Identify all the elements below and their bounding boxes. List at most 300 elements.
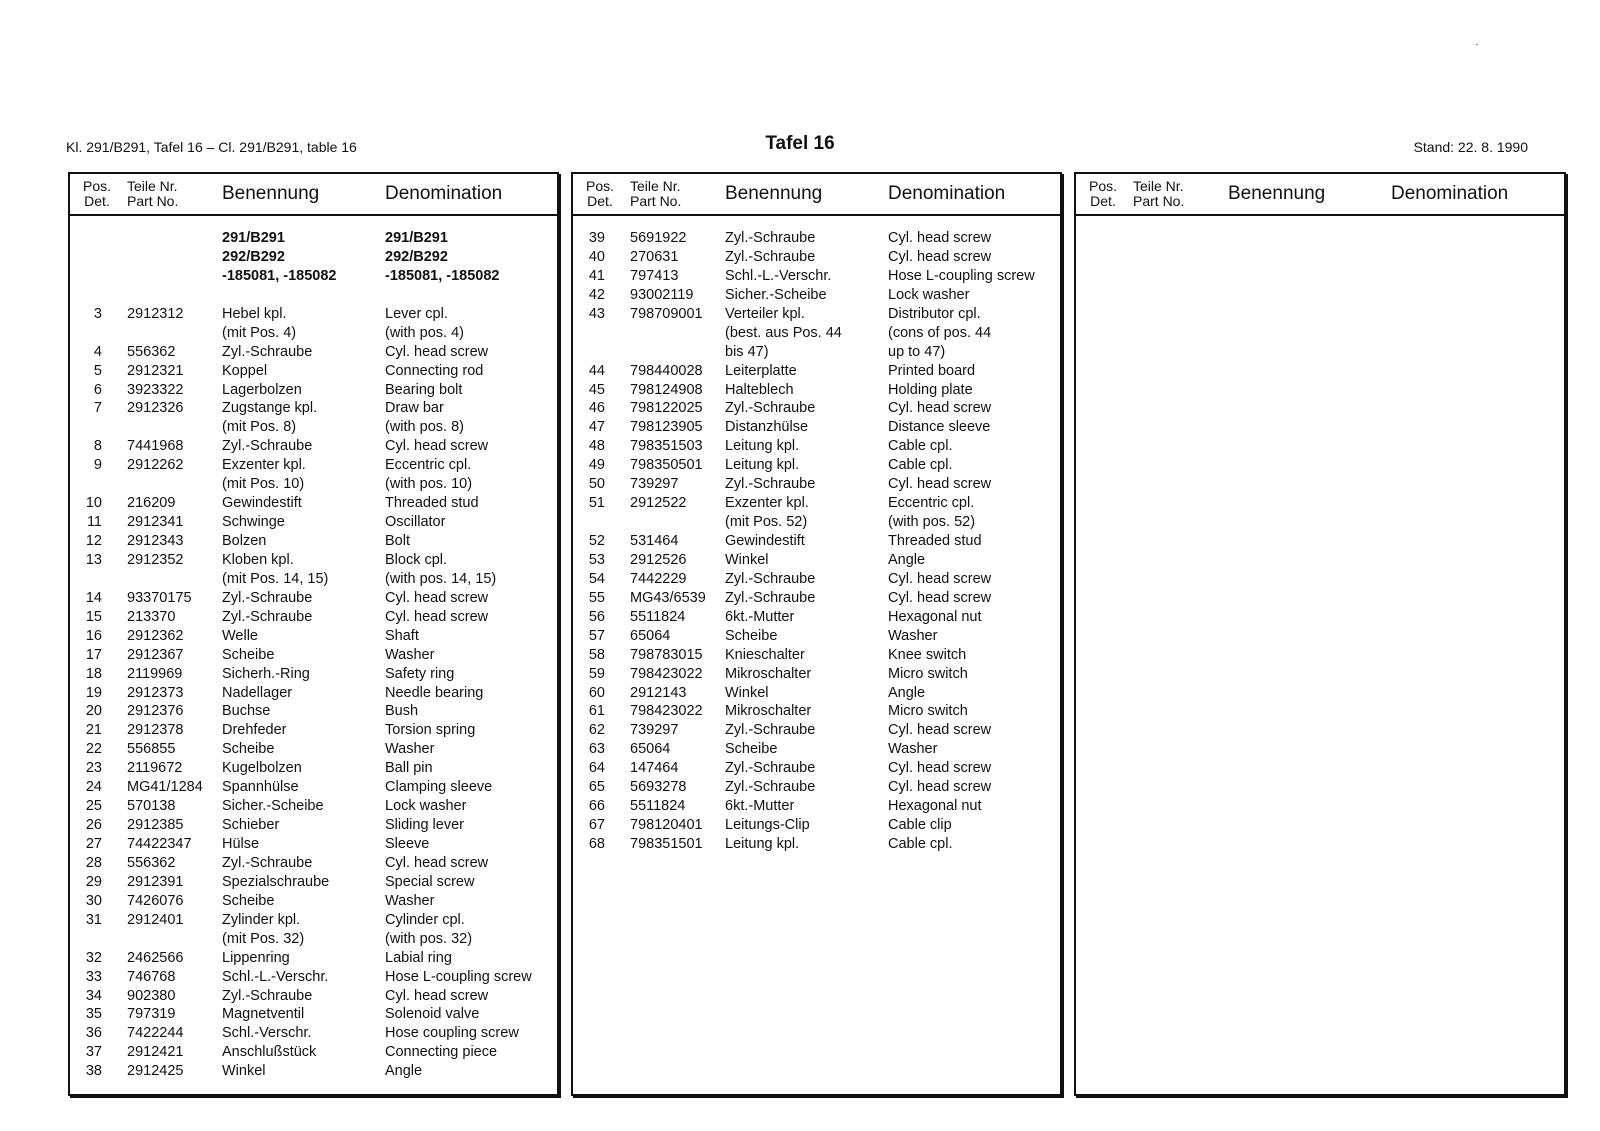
cell-pos: 23 xyxy=(85,760,102,777)
cell-benennung: Lagerbolzen xyxy=(222,381,302,398)
cell-pos: 16 xyxy=(85,627,102,644)
cell-benennung: Spezialschraube xyxy=(222,873,330,890)
table-row xyxy=(573,418,1060,437)
cell-part-no: 798120401 xyxy=(630,817,703,834)
cell-benennung: Gewindestift xyxy=(222,495,302,512)
cell-benennung: Welle xyxy=(222,627,258,644)
cell-benennung: 6kt.-Mutter xyxy=(725,608,795,625)
cell-pos: 55 xyxy=(588,589,605,606)
cell-pos: 20 xyxy=(85,703,102,720)
cell-pos: 49 xyxy=(588,457,605,474)
panel-header xyxy=(573,174,1060,216)
cell-benennung: Kloben kpl. xyxy=(222,551,294,568)
table-row xyxy=(70,816,557,835)
cell-benennung: Scheibe xyxy=(222,741,275,758)
cell-denomination: Cable cpl. xyxy=(888,438,953,455)
cell-part-no: 2119672 xyxy=(127,760,183,777)
cell-benennung: Schl.-L.-Verschr. xyxy=(725,267,832,284)
cell-denomination: Torsion spring xyxy=(385,722,476,739)
cell-pos: 59 xyxy=(588,665,605,682)
cell-denomination: Sleeve xyxy=(385,836,430,852)
cell-benennung: bis 47) xyxy=(725,343,769,360)
cell-denomination: Washer xyxy=(385,646,435,663)
cell-part-no: 2912378 xyxy=(127,722,184,739)
cell-benennung: Zyl.-Schraube xyxy=(222,608,313,625)
table-row xyxy=(573,721,1060,740)
cell-pos: 15 xyxy=(85,608,102,625)
table-row xyxy=(70,778,557,797)
cell-benennung: Schwinge xyxy=(222,514,285,531)
table-row xyxy=(70,305,557,324)
table-row xyxy=(70,399,557,418)
cell-part-no: 7441968 xyxy=(127,438,184,455)
table-row xyxy=(70,968,557,987)
table-row xyxy=(70,456,557,475)
cell-pos: 34 xyxy=(85,987,102,1004)
cell-denomination: Knee switch xyxy=(888,646,967,663)
cell-benennung: Zyl.-Schraube xyxy=(725,589,816,606)
cell-part-no: 7422244 xyxy=(127,1025,184,1042)
table-row xyxy=(573,399,1060,418)
cell-pos: 45 xyxy=(588,381,605,398)
cell-denomination: Eccentric cpl. xyxy=(385,457,472,474)
col-part-header: Teile Nr. Part No. xyxy=(1133,178,1185,209)
table-row xyxy=(573,248,1060,267)
cell-part-no: 2912326 xyxy=(127,400,184,417)
cell-benennung: Mikroschalter xyxy=(725,703,812,720)
col-part-header: Teile Nr. Part No. xyxy=(127,178,179,209)
cell-benennung: Mikroschalter xyxy=(725,665,812,682)
cell-pos: 62 xyxy=(588,722,605,739)
cell-denomination: (with pos. 4) xyxy=(385,324,464,341)
cell-pos: 24 xyxy=(85,779,102,796)
cell-denomination: Labial ring xyxy=(385,949,452,966)
cell-benennung: Anschlußstück xyxy=(222,1044,317,1061)
cell-part-no: 2912312 xyxy=(127,305,184,322)
cell-benennung: Scheibe xyxy=(222,892,275,909)
cell-denomination: Distance sleeve xyxy=(888,419,991,436)
table-row xyxy=(70,1062,557,1081)
table-row xyxy=(573,532,1060,551)
table-row xyxy=(70,911,557,930)
cell-pos: 3 xyxy=(93,305,102,322)
cell-pos: 29 xyxy=(85,873,102,890)
table-row xyxy=(70,854,557,873)
cell-pos: 52 xyxy=(588,533,605,549)
cell-part-no: 798440028 xyxy=(630,362,703,379)
cell-benennung: Zyl.-Schraube xyxy=(222,438,313,455)
table-row xyxy=(70,551,557,570)
table-row xyxy=(70,418,557,437)
cell-denomination: Hexagonal nut xyxy=(888,608,982,625)
panel-header xyxy=(1076,174,1564,216)
cell-benennung: Leitung kpl. xyxy=(725,457,800,474)
cell-pos: 13 xyxy=(85,551,102,568)
table-row xyxy=(573,702,1060,721)
cell-part-no: 739297 xyxy=(630,476,679,493)
table-row xyxy=(573,324,1060,343)
cell-benennung: Winkel xyxy=(725,551,769,568)
cell-pos: 19 xyxy=(85,684,102,701)
cell-benennung: Winkel xyxy=(725,684,769,701)
cell-benennung: (mit Pos. 32) xyxy=(222,930,305,947)
cell-benennung: Koppel xyxy=(222,362,268,379)
cell-part-no: 213370 xyxy=(127,608,176,625)
cell-pos: 36 xyxy=(85,1025,102,1042)
cell-benennung: Zyl.-Schraube xyxy=(725,230,816,246)
cell-part-no: 147464 xyxy=(630,760,679,777)
cell-part-no: 902380 xyxy=(127,987,176,1004)
cell-denomination: Connecting rod xyxy=(385,362,484,379)
cell-pos: 14 xyxy=(85,589,102,606)
table-row xyxy=(573,684,1060,703)
cell-benennung: Lippenring xyxy=(222,949,290,966)
cell-pos: 17 xyxy=(85,646,102,663)
cell-part-no: 2912262 xyxy=(127,457,184,474)
table-row xyxy=(573,362,1060,381)
header-left: Kl. 291/B291, Tafel 16 – Cl. 291/B291, table 16 xyxy=(66,139,357,155)
cell-part-no: 798423022 xyxy=(630,665,703,682)
cell-denomination: Safety ring xyxy=(385,665,455,682)
cell-denomination: Washer xyxy=(385,892,435,909)
cell-pos: 42 xyxy=(588,286,605,303)
cell-pos: 39 xyxy=(588,230,605,246)
cell-benennung: Zyl.-Schraube xyxy=(725,476,816,493)
cell-denomination: up to 47) xyxy=(888,343,946,360)
table-row xyxy=(573,740,1060,759)
panel-body xyxy=(573,229,1060,854)
cell-part-no: 2119969 xyxy=(127,665,183,682)
cell-benennung: Hülse xyxy=(222,836,260,852)
cell-benennung: Winkel xyxy=(222,1063,266,1080)
cell-part-no: 93002119 xyxy=(630,286,694,303)
cell-part-no: 798350501 xyxy=(630,457,703,474)
cell-part-no: 798123905 xyxy=(630,419,703,436)
cell-part-no: 798124908 xyxy=(630,381,703,398)
table-row xyxy=(70,513,557,532)
cell-pos: 66 xyxy=(588,798,605,815)
parts-panel-2 xyxy=(571,172,1062,1096)
cell-benennung: 291/B291 xyxy=(222,230,285,246)
cell-benennung: 292/B292 xyxy=(222,248,285,265)
cell-pos: 63 xyxy=(588,741,605,758)
cell-part-no: 5511824 xyxy=(630,798,686,815)
cell-benennung: Scheibe xyxy=(725,627,778,644)
cell-denomination: Cyl. head screw xyxy=(888,722,992,739)
cell-benennung: Distanzhülse xyxy=(725,419,809,436)
cell-part-no: 798351503 xyxy=(630,438,703,455)
cell-pos: 50 xyxy=(588,476,605,493)
cell-part-no: 5693278 xyxy=(630,779,687,796)
cell-denomination: 291/B291 xyxy=(385,230,448,246)
cell-denomination: Cyl. head screw xyxy=(888,760,992,777)
cell-part-no: 2912367 xyxy=(127,646,184,663)
cell-pos: 54 xyxy=(588,570,605,587)
cell-part-no: 570138 xyxy=(127,798,176,815)
cell-benennung: Schieber xyxy=(222,817,280,834)
cell-pos: 68 xyxy=(588,836,605,852)
col-benennung-header: Benennung xyxy=(222,183,320,204)
parts-panel-3 xyxy=(1074,172,1566,1096)
table-row xyxy=(70,646,557,665)
table-row xyxy=(573,797,1060,816)
cell-denomination: Cylinder cpl. xyxy=(385,911,465,928)
table-row xyxy=(70,684,557,703)
cell-denomination: Distributor cpl. xyxy=(888,305,981,322)
cell-pos: 28 xyxy=(85,854,102,871)
cell-part-no: 7442229 xyxy=(630,570,687,587)
table-row xyxy=(70,1024,557,1043)
cell-part-no: 2912352 xyxy=(127,551,184,568)
table-row xyxy=(70,892,557,911)
cell-pos: 47 xyxy=(588,419,605,436)
cell-denomination: Angle xyxy=(385,1063,423,1080)
cell-denomination: Connecting piece xyxy=(385,1044,498,1061)
cell-benennung: Zyl.-Schraube xyxy=(222,343,313,360)
table-row xyxy=(573,456,1060,475)
cell-benennung: Zyl.-Schraube xyxy=(725,248,816,265)
table-row xyxy=(70,362,557,381)
cell-denomination: Cyl. head screw xyxy=(888,476,992,493)
cell-part-no: 2912373 xyxy=(127,684,184,701)
cell-pos: 43 xyxy=(588,305,605,322)
cell-benennung: Bolzen xyxy=(222,533,267,549)
cell-benennung: Drehfeder xyxy=(222,722,287,739)
table-row xyxy=(70,608,557,627)
cell-denomination: Cyl. head screw xyxy=(888,779,992,796)
table-row xyxy=(70,248,557,267)
cell-benennung: Spannhülse xyxy=(222,779,299,796)
cell-denomination: Cyl. head screw xyxy=(888,248,992,265)
cell-denomination: Cyl. head screw xyxy=(385,343,489,360)
table-row xyxy=(573,665,1060,684)
cell-pos: 10 xyxy=(85,495,102,512)
cell-part-no: 216209 xyxy=(127,495,176,512)
panel-body xyxy=(70,229,557,1081)
cell-denomination: Cyl. head screw xyxy=(385,438,489,455)
cell-part-no: 531464 xyxy=(630,533,679,549)
cell-denomination: Hose L-coupling screw xyxy=(385,968,532,985)
cell-denomination: Special screw xyxy=(385,873,475,890)
cell-pos: 41 xyxy=(588,267,605,284)
cell-part-no: 2462566 xyxy=(127,949,184,966)
cell-pos: 61 xyxy=(588,703,605,720)
cell-part-no: 2912143 xyxy=(630,684,687,701)
cell-pos: 30 xyxy=(85,892,102,909)
table-row xyxy=(573,759,1060,778)
cell-benennung: Zyl.-Schraube xyxy=(222,589,313,606)
cell-benennung: Buchse xyxy=(222,703,271,720)
cell-benennung: Leitung kpl. xyxy=(725,438,800,455)
cell-benennung: Zyl.-Schraube xyxy=(222,854,313,871)
cell-part-no: 2912421 xyxy=(127,1044,184,1061)
cell-benennung: Leitungs-Clip xyxy=(725,817,810,834)
cell-denomination: Washer xyxy=(888,741,938,758)
cell-pos: 37 xyxy=(85,1044,102,1061)
cell-pos: 58 xyxy=(588,646,605,663)
table-row xyxy=(70,702,557,721)
table-row xyxy=(573,608,1060,627)
cell-part-no: 2912376 xyxy=(127,703,184,720)
panel-header xyxy=(70,174,557,216)
cell-benennung: Sicherh.-Ring xyxy=(222,665,310,682)
table-row xyxy=(70,627,557,646)
cell-denomination: Cable cpl. xyxy=(888,457,953,474)
table-row xyxy=(573,229,1060,248)
cell-denomination: (cons of pos. 44 xyxy=(888,324,992,341)
cell-benennung: Hebel kpl. xyxy=(222,305,287,322)
cell-benennung: Zyl.-Schraube xyxy=(222,987,313,1004)
cell-denomination: Micro switch xyxy=(888,665,968,682)
cell-pos: 22 xyxy=(85,741,102,758)
cell-benennung: Nadellager xyxy=(222,684,293,701)
table-row xyxy=(573,646,1060,665)
cell-denomination: (with pos. 52) xyxy=(888,514,976,531)
cell-denomination: Washer xyxy=(888,627,938,644)
col-benennung-header: Benennung xyxy=(1228,183,1326,204)
cell-pos: 18 xyxy=(85,665,102,682)
cell-denomination: Threaded stud xyxy=(888,533,982,549)
table-row xyxy=(70,324,557,343)
table-row xyxy=(573,286,1060,305)
cell-part-no: 2912391 xyxy=(127,873,184,890)
cell-part-no: 270631 xyxy=(630,248,679,265)
table-row xyxy=(573,305,1060,324)
cell-denomination: Needle bearing xyxy=(385,684,484,701)
table-row xyxy=(70,759,557,778)
cell-part-no: 798709001 xyxy=(630,305,703,322)
cell-part-no: 2912526 xyxy=(630,551,687,568)
table-row xyxy=(70,873,557,892)
cell-part-no: 7426076 xyxy=(127,892,184,909)
page-title: Tafel 16 xyxy=(765,133,835,154)
table-row xyxy=(70,343,557,362)
cell-benennung: Zyl.-Schraube xyxy=(725,400,816,417)
cell-part-no: MG41/1284 xyxy=(127,779,203,796)
cell-denomination: Hose coupling screw xyxy=(385,1025,519,1042)
cell-denomination: Lock washer xyxy=(385,798,467,815)
cell-part-no: 2912362 xyxy=(127,627,184,644)
cell-pos: 67 xyxy=(588,817,605,834)
table-row xyxy=(573,835,1060,854)
cell-denomination: Bearing bolt xyxy=(385,381,463,398)
cell-part-no: 5511824 xyxy=(630,608,686,625)
cell-benennung: Scheibe xyxy=(222,646,275,663)
cell-pos: 21 xyxy=(85,722,102,739)
table-row xyxy=(70,381,557,400)
cell-denomination: Bolt xyxy=(385,533,410,549)
cell-denomination: Holding plate xyxy=(888,381,973,398)
col-part-header: Teile Nr. Part No. xyxy=(630,178,682,209)
cell-part-no: 556362 xyxy=(127,854,176,871)
cell-pos: 32 xyxy=(85,949,102,966)
cell-pos: 7 xyxy=(93,400,102,417)
cell-pos: 60 xyxy=(588,684,605,701)
cell-part-no: 74422347 xyxy=(127,836,192,852)
cell-part-no: 2912385 xyxy=(127,817,184,834)
col-denomination-header: Denomination xyxy=(385,183,503,204)
table-row xyxy=(573,343,1060,362)
cell-part-no: 2912341 xyxy=(127,514,184,531)
cell-pos: 25 xyxy=(85,798,102,815)
table-row xyxy=(70,987,557,1006)
cell-benennung: Magnetventil xyxy=(222,1006,305,1023)
cell-benennung: -185081, -185082 xyxy=(222,267,337,284)
cell-denomination: Cyl. head screw xyxy=(385,987,489,1004)
cell-benennung: Verteiler kpl. xyxy=(725,305,805,322)
cell-denomination: Washer xyxy=(385,741,435,758)
cell-benennung: Zyl.-Schraube xyxy=(725,779,816,796)
table-row xyxy=(573,816,1060,835)
cell-benennung: (mit Pos. 52) xyxy=(725,514,808,531)
cell-denomination: Eccentric cpl. xyxy=(888,495,975,512)
table-row xyxy=(70,740,557,759)
cell-part-no: 739297 xyxy=(630,722,679,739)
cell-pos: 44 xyxy=(588,362,605,379)
col-denomination-header: Denomination xyxy=(1391,183,1509,204)
cell-denomination: Lock washer xyxy=(888,286,970,303)
cell-pos: 5 xyxy=(93,362,102,379)
cell-denomination: Shaft xyxy=(385,627,419,644)
cell-denomination: Bush xyxy=(385,703,419,720)
cell-benennung: Sicher.-Scheibe xyxy=(725,286,827,303)
cell-benennung: Schl.-Verschr. xyxy=(222,1025,312,1042)
col-pos-header: Pos. Det. xyxy=(586,178,615,209)
cell-denomination: (with pos. 10) xyxy=(385,476,473,493)
cell-denomination: Cyl. head screw xyxy=(888,400,992,417)
cell-pos: 35 xyxy=(85,1006,102,1023)
cell-part-no: 2912522 xyxy=(630,495,687,512)
cell-part-no: 65064 xyxy=(630,741,671,758)
cell-benennung: Exzenter kpl. xyxy=(725,495,809,512)
cell-benennung: (best. aus Pos. 44 xyxy=(725,324,842,341)
cell-benennung: Zylinder kpl. xyxy=(222,911,301,928)
cell-part-no: 556362 xyxy=(127,343,176,360)
cell-part-no: 93370175 xyxy=(127,589,192,606)
col-benennung-header: Benennung xyxy=(725,183,823,204)
cell-pos: 46 xyxy=(588,400,605,417)
table-row xyxy=(573,551,1060,570)
cell-benennung: Zyl.-Schraube xyxy=(725,722,816,739)
cell-denomination: Hexagonal nut xyxy=(888,798,982,815)
cell-denomination: Cyl. head screw xyxy=(888,230,992,246)
table-row xyxy=(70,475,557,494)
cell-benennung: Gewindestift xyxy=(725,533,805,549)
table-row xyxy=(573,627,1060,646)
table-row xyxy=(70,494,557,513)
cell-part-no: 5691922 xyxy=(630,230,687,246)
table-row xyxy=(573,475,1060,494)
cell-denomination: Angle xyxy=(888,684,926,701)
cell-denomination: Hose L-coupling screw xyxy=(888,267,1035,284)
col-denomination-header: Denomination xyxy=(888,183,1006,204)
table-row xyxy=(573,494,1060,513)
cell-benennung: 6kt.-Mutter xyxy=(725,798,795,815)
cell-denomination: Lever cpl. xyxy=(385,305,448,322)
cell-pos: 51 xyxy=(588,495,605,512)
cell-denomination: Micro switch xyxy=(888,703,968,720)
table-row xyxy=(70,532,557,551)
table-row xyxy=(70,835,557,854)
cell-pos: 56 xyxy=(588,608,605,625)
cell-denomination: Cyl. head screw xyxy=(385,589,489,606)
table-row xyxy=(573,778,1060,797)
cell-benennung: Zugstange kpl. xyxy=(222,400,318,417)
cell-pos: 38 xyxy=(85,1063,102,1080)
cell-pos: 31 xyxy=(85,911,102,928)
cell-part-no: 2912425 xyxy=(127,1063,184,1080)
table-row xyxy=(70,1043,557,1062)
